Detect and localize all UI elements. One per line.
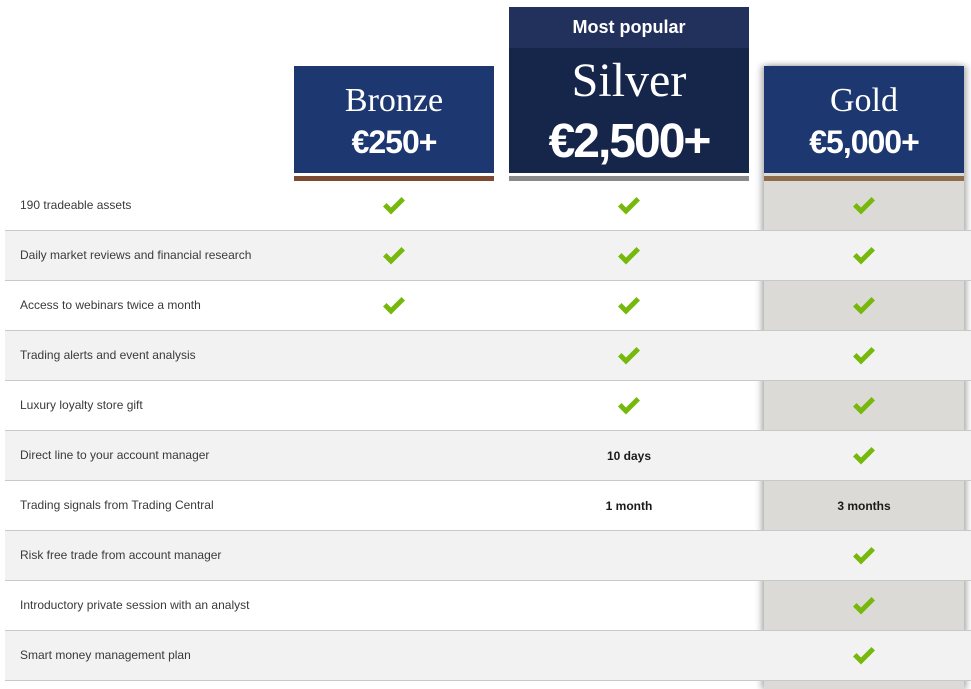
check-icon [764, 381, 964, 430]
feature-label: 190 tradeable assets [20, 198, 132, 212]
table-row [5, 231, 971, 281]
check-icon [509, 281, 749, 330]
table-row [5, 431, 971, 481]
check-icon [764, 181, 964, 230]
plan-silver-header[interactable] [509, 48, 749, 173]
feature-label: Smart money management plan [20, 648, 191, 662]
table-row [5, 381, 971, 431]
table-row [5, 181, 971, 231]
feature-label: Luxury loyalty store gift [20, 398, 143, 412]
feature-label: Trading signals from Trading Central [20, 498, 214, 512]
check-icon [509, 381, 749, 430]
check-icon [294, 231, 494, 280]
feature-label: Daily market reviews and financial research [20, 248, 252, 262]
feature-label: Introductory private session with an analyst [20, 598, 250, 612]
feature-label: Risk free trade from account manager [20, 548, 222, 562]
check-icon [764, 431, 964, 480]
check-icon [294, 281, 494, 330]
silver-value: 1 month [605, 498, 653, 513]
plan-bronze-name: Bronze [344, 82, 444, 119]
table-row [5, 531, 971, 581]
feature-label: Direct line to your account manager [20, 448, 210, 462]
table-row [5, 631, 971, 681]
plan-gold-price: €5,000+ [809, 124, 919, 160]
feature-label: Access to webinars twice a month [20, 298, 201, 312]
check-icon [764, 231, 964, 280]
plan-gold-header[interactable] [764, 66, 964, 173]
silver-value: 10 days [606, 448, 652, 463]
table-row [5, 331, 971, 381]
check-icon [764, 531, 964, 580]
plan-silver-name: Silver [571, 54, 687, 107]
table-row [5, 581, 971, 631]
check-icon [509, 231, 749, 280]
check-icon [294, 181, 494, 230]
features-table [5, 181, 971, 681]
check-icon [509, 181, 749, 230]
plan-bronze-price: €250+ [351, 124, 437, 160]
feature-label: Trading alerts and event analysis [20, 348, 196, 362]
check-icon [764, 581, 964, 630]
check-icon [764, 631, 964, 680]
gold-value: 3 months [837, 498, 891, 513]
most-popular-badge: Most popular [509, 7, 749, 48]
check-icon [764, 281, 964, 330]
table-row [5, 281, 971, 331]
check-icon [509, 331, 749, 380]
plan-silver-price: €2,500+ [548, 115, 710, 168]
plan-gold-name: Gold [830, 82, 898, 119]
table-row [5, 481, 971, 531]
check-icon [764, 331, 964, 380]
plan-bronze-header[interactable] [294, 66, 494, 173]
